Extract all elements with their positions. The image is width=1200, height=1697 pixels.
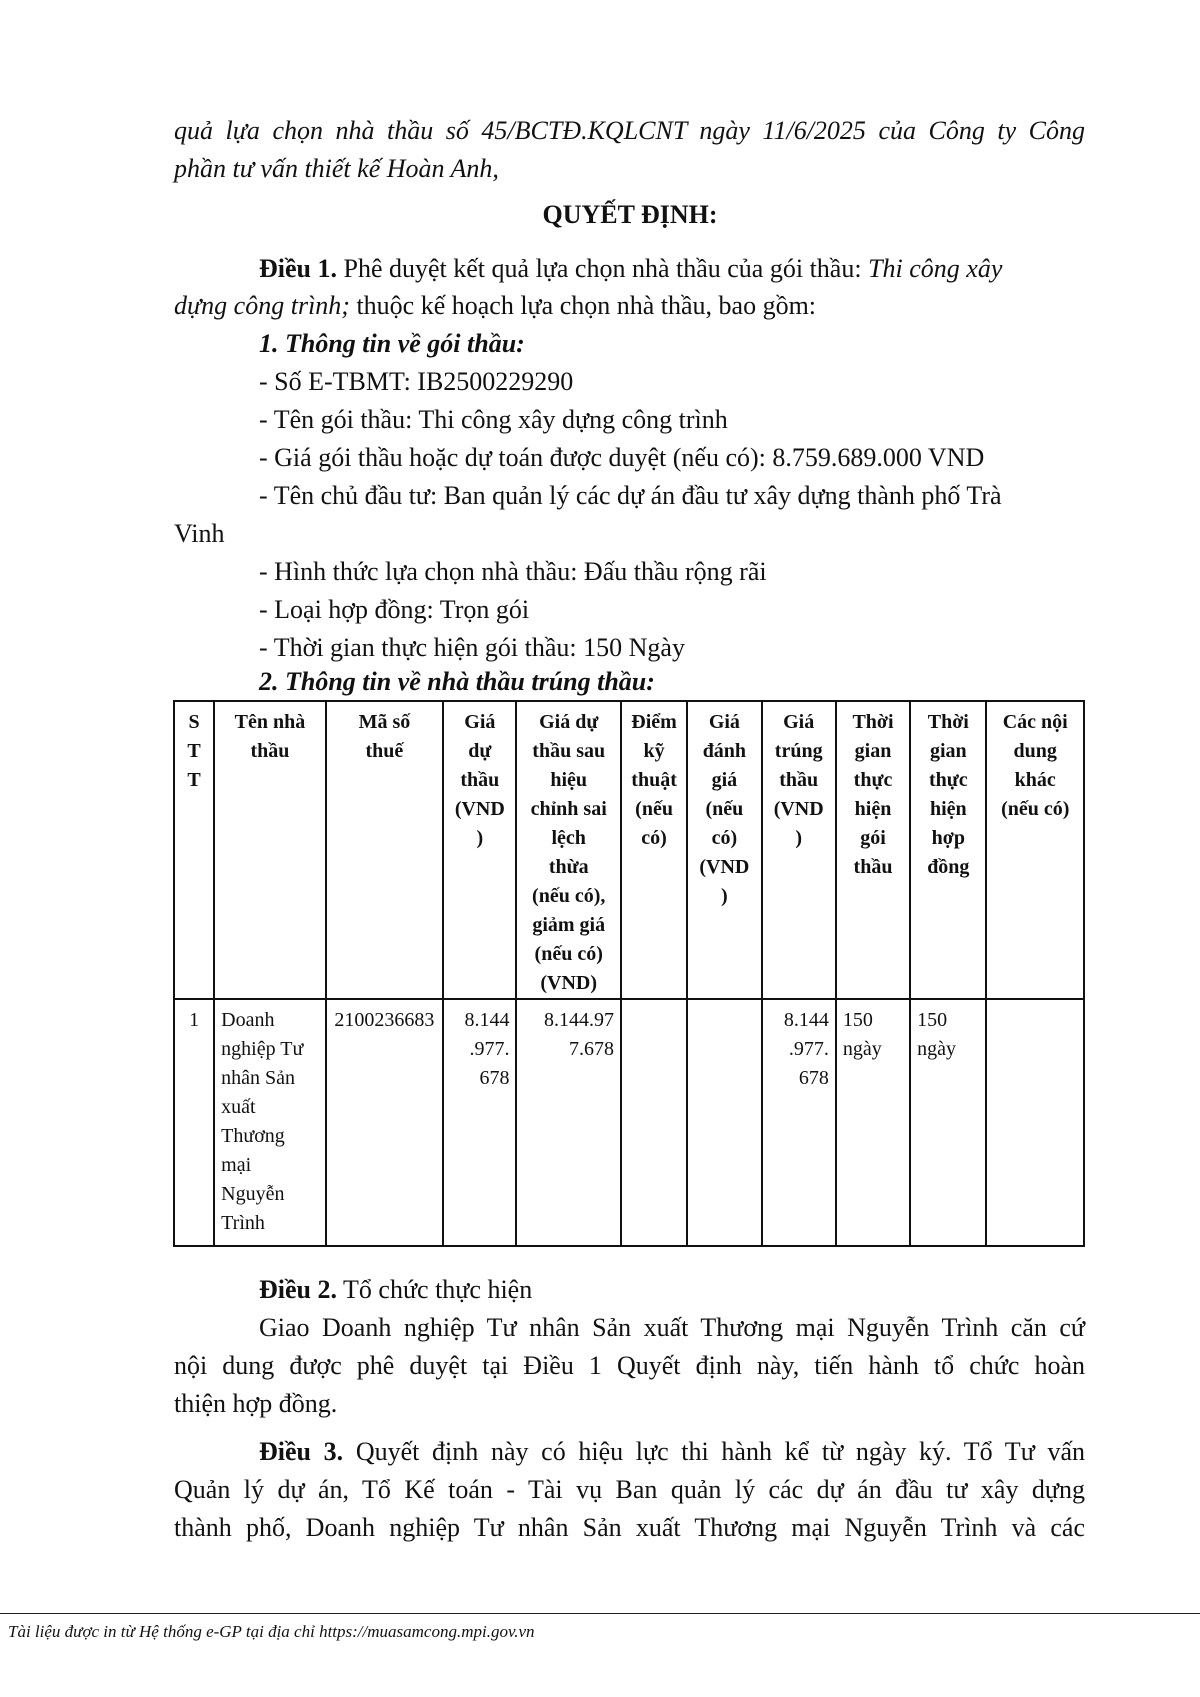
header-contract-duration-text: Thời gian thực hiện hợp đồng — [927, 711, 970, 878]
article1-package-name-part1: Thi công xây — [868, 254, 1003, 283]
winning-bidder-table — [173, 700, 1085, 1247]
contract-type: - Loại hợp đồng: Trọn gói — [259, 595, 530, 624]
header-adjusted-price — [516, 701, 620, 999]
cell-package-duration: 150 ngày — [836, 999, 910, 1246]
article1-package-name-part2: dựng công trình; — [174, 291, 350, 320]
article3-line-1 — [259, 1433, 1085, 1471]
cell-stt: 1 — [174, 999, 214, 1246]
article1-line-2 — [174, 287, 816, 325]
header-tech-score — [621, 701, 687, 999]
article2-heading — [259, 1271, 532, 1309]
investor-name: - Tên chủ đầu tư: Ban quản lý các dự án đầu tư xây dựng thành phố Trà — [259, 481, 1002, 510]
footer-note: Tài liệu được in từ Hệ thống e-GP tại địa chỉ https://muasamcong.mpi.gov.vn — [8, 1622, 535, 1641]
footer-divider — [0, 1613, 1200, 1614]
table-header-row — [174, 701, 1084, 999]
cell-bid-price: 8.144 .977. 678 — [443, 999, 516, 1246]
header-package-duration-text: Thời gian thực hiện gói thầu — [852, 711, 894, 878]
header-tech-score-text: Điểm kỹ thuật (nếu có) — [631, 711, 677, 849]
investor-name-continued: Vinh — [174, 519, 225, 548]
header-eval-price-text: Giá đánh giá (nếu có) (VND ) — [699, 711, 750, 907]
article2-line-1: Giao Doanh nghiệp Tư nhân Sản xuất Thương mại Nguyễn Trình căn cứ — [259, 1313, 1085, 1342]
cell-other — [986, 999, 1084, 1246]
section2-title: 2. Thông tin về nhà thầu trúng thầu: — [259, 667, 655, 696]
article2-title: Tổ chức thực hiện — [337, 1275, 533, 1304]
cell-eval-price — [687, 999, 761, 1246]
header-eval-price — [687, 701, 761, 999]
header-adjusted-price-text: Giá dự thầu sau hiệu chỉnh sai lệch thừa (nếu có), giảm giá (nếu có) (VND) — [530, 711, 607, 994]
cell-tax-code: 2100236683 — [326, 999, 444, 1246]
header-package-duration — [836, 701, 910, 999]
cell-tech-score — [621, 999, 687, 1246]
article1-label: Điều 1. — [259, 254, 337, 283]
header-award-price-text: Giá trúng thầu (VND ) — [773, 711, 824, 849]
package-price: - Giá gói thầu hoặc dự toán được duyệt (nếu có): 8.759.689.000 VND — [259, 443, 985, 472]
intro-line-2: phần tư vấn thiết kế Hoàn Anh, — [174, 154, 499, 183]
header-contract-duration — [910, 701, 986, 999]
cell-adjusted-price: 8.144.97 7.678 — [516, 999, 620, 1246]
package-name: - Tên gói thầu: Thi công xây dựng công trình — [259, 405, 728, 434]
header-tax-code-text: Mã số thuế — [358, 711, 411, 762]
header-other — [986, 701, 1084, 999]
header-other-text: Các nội dung khác (nếu có) — [1001, 711, 1070, 820]
cell-award-price: 8.144 .977. 678 — [762, 999, 836, 1246]
table-row — [174, 999, 1084, 1246]
cell-contract-duration: 150 ngày — [910, 999, 986, 1246]
article3-label: Điều 3. — [259, 1437, 344, 1466]
article2-line-2: nội dung được phê duyệt tại Điều 1 Quyết định này, tiến hành tổ chức hoàn — [174, 1351, 1085, 1380]
header-stt-text: S T T — [187, 711, 201, 791]
section1-title: 1. Thông tin về gói thầu: — [259, 329, 525, 358]
selection-method: - Hình thức lựa chọn nhà thầu: Đấu thầu rộng rãi — [259, 557, 767, 586]
article1-text-before: Phê duyệt kết quả lựa chọn nhà thầu của gói thầu: — [337, 254, 869, 283]
header-bidder-name-text: Tên nhà thầu — [234, 711, 306, 762]
article2-label: Điều 2. — [259, 1275, 337, 1304]
article3-text: Quyết định này có hiệu lực thi hành kể từ ngày ký. Tổ Tư vấn — [343, 1437, 1085, 1466]
header-bid-price — [443, 701, 516, 999]
header-bidder-name — [214, 701, 325, 999]
decision-title: QUYẾT ĐỊNH: — [542, 200, 718, 229]
article3-line-2: Quản lý dự án, Tổ Kế toán - Tài vụ Ban quản lý các dự án đầu tư xây dựng — [174, 1475, 1085, 1504]
header-stt — [174, 701, 214, 999]
header-award-price — [762, 701, 836, 999]
header-bid-price-text: Giá dự thầu (VND ) — [454, 711, 505, 849]
intro-line-1: quả lựa chọn nhà thầu số 45/BCTĐ.KQLCNT ngày 11/6/2025 của Công ty Công — [174, 116, 1085, 145]
article1-text-after: thuộc kế hoạch lựa chọn nhà thầu, bao gồm: — [349, 291, 817, 320]
tbmt-number: - Số E-TBMT: IB2500229290 — [259, 367, 574, 396]
header-tax-code — [326, 701, 444, 999]
article2-line-3: thiện hợp đồng. — [174, 1389, 338, 1418]
cell-bidder-name: Doanh nghiệp Tư nhân Sản xuất Thương mại Nguyễn Trình — [214, 999, 325, 1246]
execution-time: - Thời gian thực hiện gói thầu: 150 Ngày — [259, 633, 685, 662]
article1-line-1 — [259, 250, 1002, 288]
article3-line-3: thành phố, Doanh nghiệp Tư nhân Sản xuất Thương mại Nguyễn Trình và các — [174, 1513, 1085, 1542]
